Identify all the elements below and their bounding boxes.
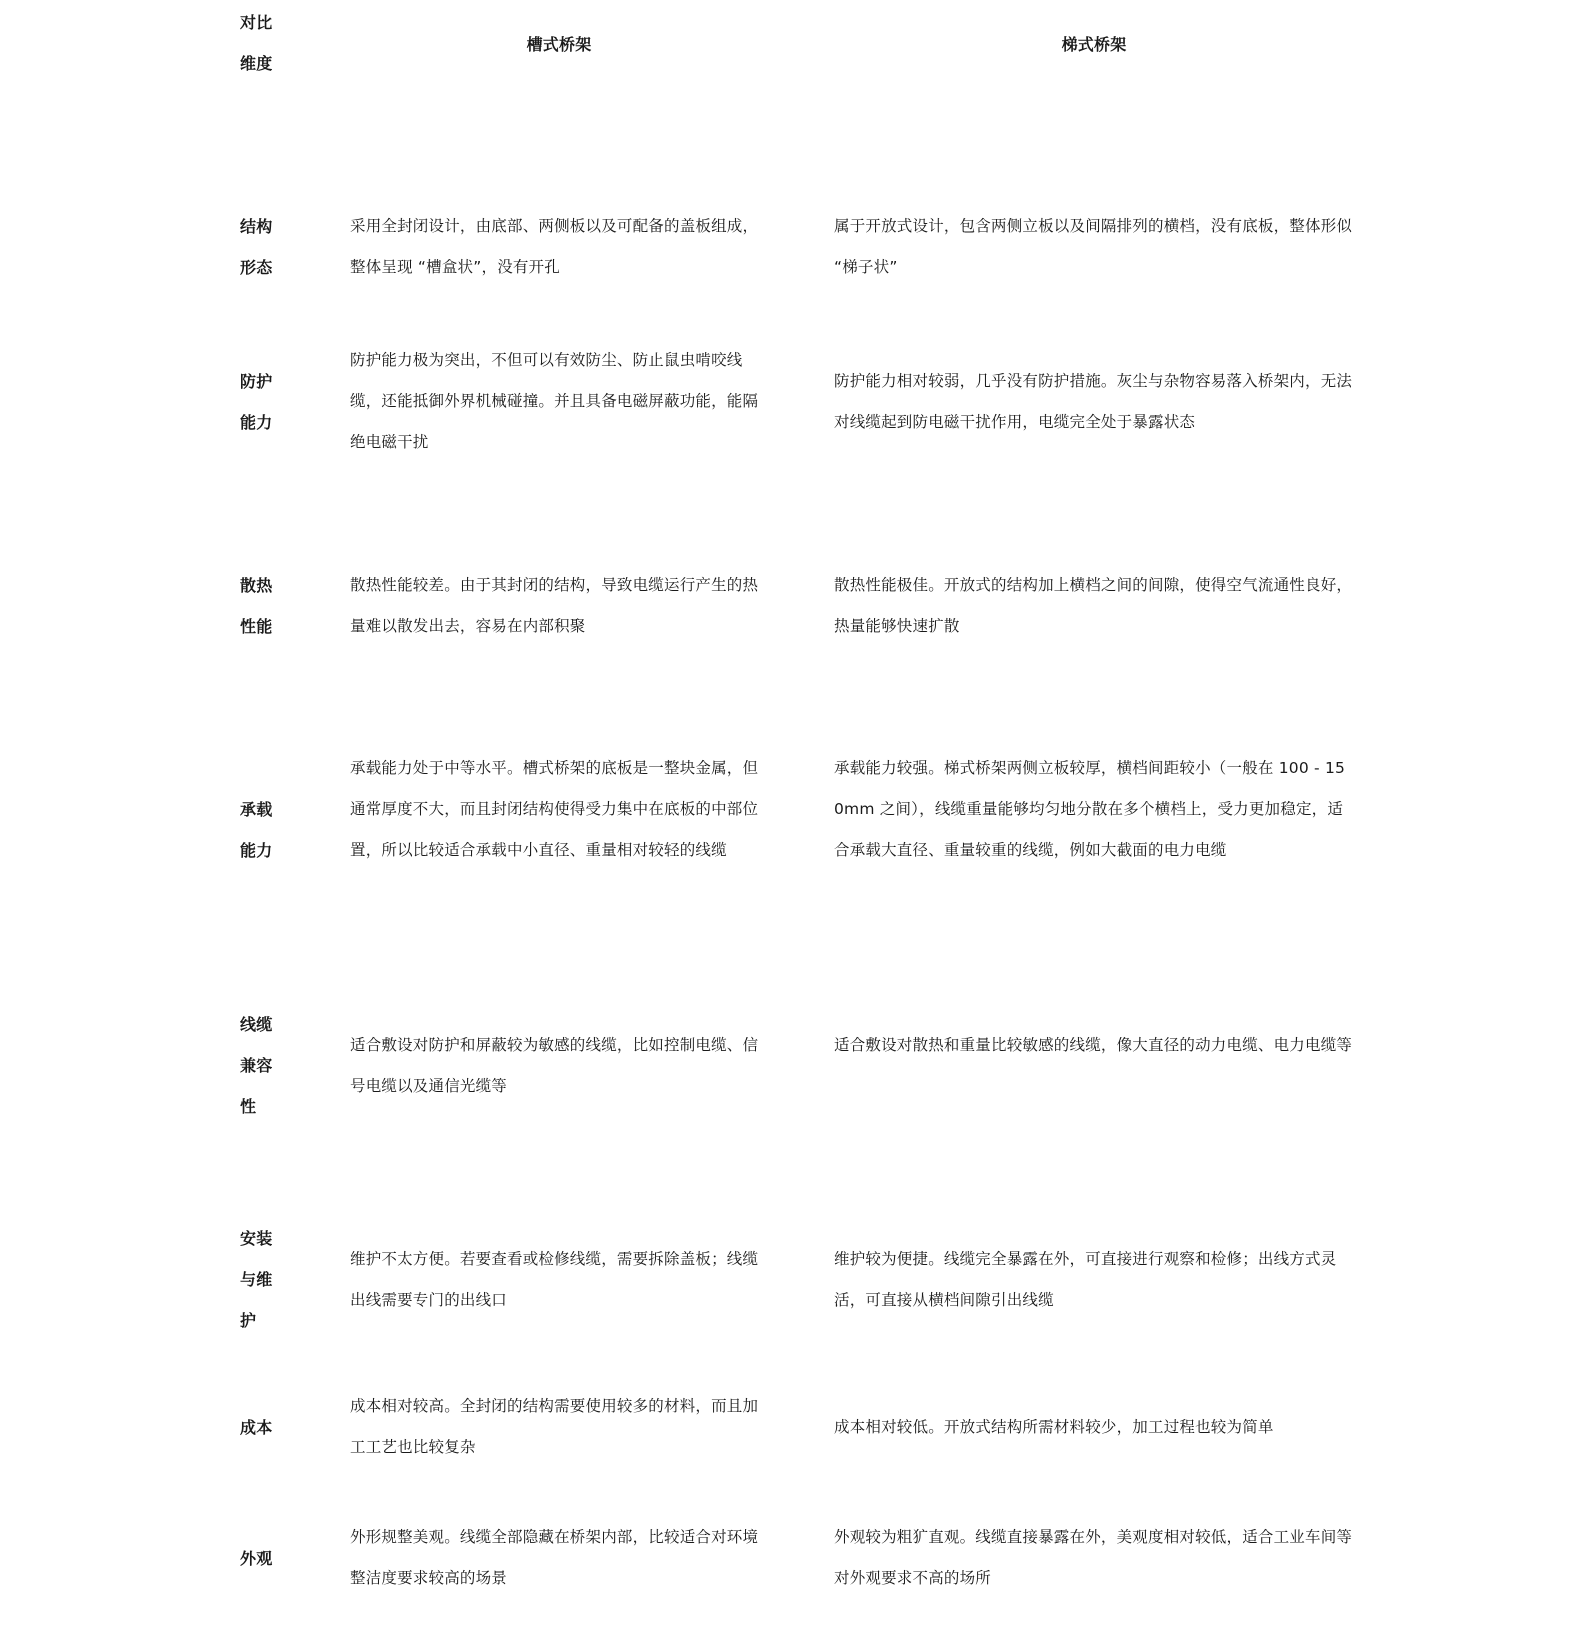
row-dimension-load: 承载能力 — [240, 800, 273, 860]
row-dimension-appearance: 外观 — [240, 1549, 273, 1568]
row-cost-ladder: 成本相对较低。开放式结构所需材料较少，加工过程也较为简单 — [834, 1418, 1274, 1436]
row-compatibility-trough: 适合敷设对防护和屏蔽较为敏感的线缆，比如控制电缆、信号电缆以及通信光缆等 — [350, 1036, 759, 1095]
row-heat-ladder: 散热性能极佳。开放式的结构加上横档之间的间隙，使得空气流通性良好，热量能够快速扩散 — [834, 576, 1353, 635]
row-dimension-heat: 散热性能 — [240, 576, 273, 636]
row-maintenance-ladder: 维护较为便捷。线缆完全暴露在外，可直接进行观察和检修；出线方式灵活，可直接从横档间隙引出线缆 — [834, 1250, 1337, 1309]
row-heat-trough: 散热性能较差。由于其封闭的结构，导致电缆运行产生的热量难以散发出去，容易在内部积聚 — [350, 576, 759, 635]
row-protection-trough: 防护能力极为突出，不但可以有效防尘、防止鼠虫啃咬线缆，还能抵御外界机械碰撞。并且具备电磁屏蔽功能，能隔绝电磁干扰 — [350, 351, 759, 451]
row-cost-trough: 成本相对较高。全封闭的结构需要使用较多的材料，而且加工工艺也比较复杂 — [350, 1397, 759, 1456]
row-dimension-maintenance: 安装与维护 — [240, 1229, 273, 1330]
row-dimension-compatibility: 线缆兼容性 — [240, 1015, 273, 1116]
row-load-ladder: 承载能力较强。梯式桥架两侧立板较厚，横档间距较小（一般在 100 - 150mm 之间），线缆重量能够均匀地分散在多个横档上，受力更加稳定，适合承载大直径、重量较重的线缆，例如大截面的电力电缆 — [834, 759, 1346, 859]
header-ladder-tray: 梯式桥架 — [1061, 35, 1127, 54]
row-dimension-protection: 防护能力 — [240, 372, 273, 432]
row-appearance-trough: 外形规整美观。线缆全部隐藏在桥架内部，比较适合对环境整洁度要求较高的场景 — [350, 1528, 759, 1587]
row-load-trough: 承载能力处于中等水平。槽式桥架的底板是一整块金属，但通常厚度不大，而且封闭结构使得受力集中在底板的中部位置，所以比较适合承载中小直径、重量相对较轻的线缆 — [350, 759, 759, 859]
row-structure-ladder: 属于开放式设计，包含两侧立板以及间隔排列的横档，没有底板，整体形似 “梯子状” — [834, 217, 1353, 276]
row-maintenance-trough: 维护不太方便。若要查看或检修线缆，需要拆除盖板；线缆出线需要专门的出线口 — [350, 1250, 759, 1309]
row-structure-trough: 采用全封闭设计，由底部、两侧板以及可配备的盖板组成，整体呈现 “槽盒状”，没有开孔 — [350, 217, 759, 276]
header-trough-tray: 槽式桥架 — [526, 35, 592, 54]
row-compatibility-ladder: 适合敷设对散热和重量比较敏感的线缆，像大直径的动力电缆、电力电缆等 — [834, 1036, 1353, 1054]
header-dimension: 对比维度 — [240, 13, 273, 73]
row-appearance-ladder: 外观较为粗犷直观。线缆直接暴露在外，美观度相对较低，适合工业车间等对外观要求不高的场所 — [834, 1528, 1353, 1587]
row-dimension-cost: 成本 — [240, 1418, 273, 1437]
row-dimension-structure: 结构形态 — [240, 217, 273, 277]
row-protection-ladder: 防护能力相对较弱，几乎没有防护措施。灰尘与杂物容易落入桥架内，无法对线缆起到防电磁干扰作用，电缆完全处于暴露状态 — [834, 372, 1353, 431]
